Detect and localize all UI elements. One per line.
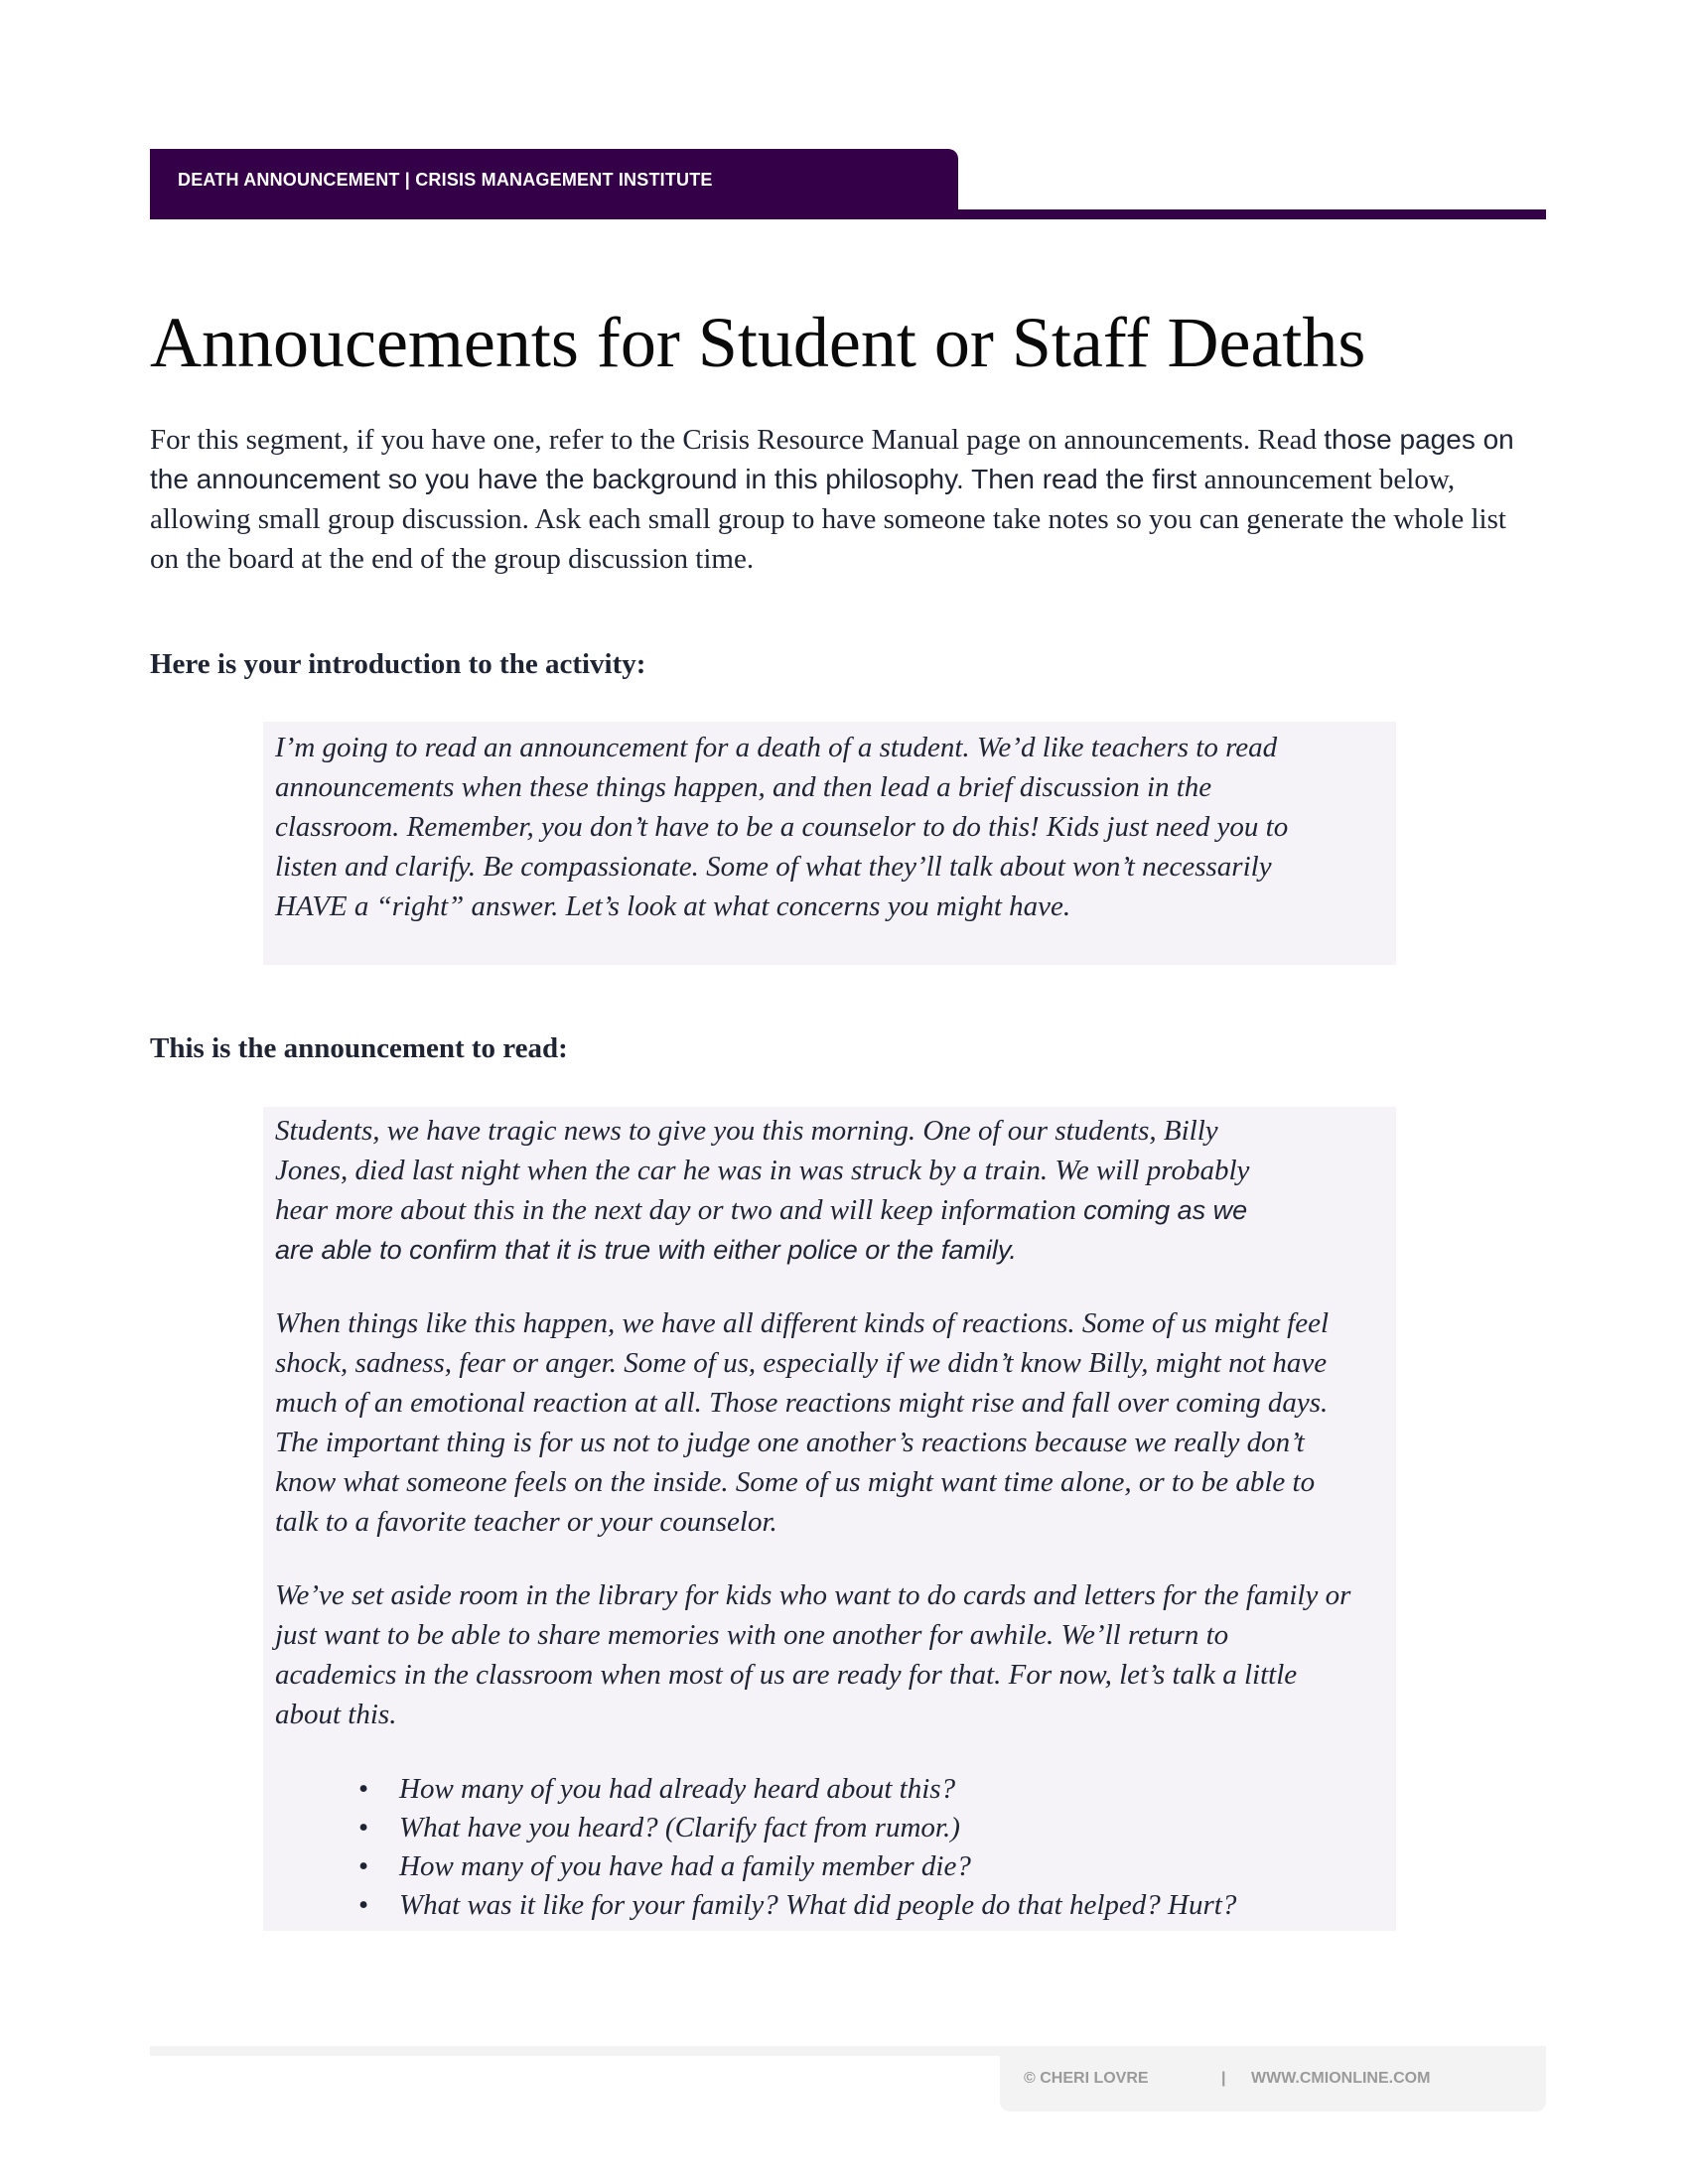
intro-text-3: announcement below, allowing small group discussion. Ask each small group to have someone take notes so you can generate the whole list on the board at the end of the group discussion time. [150,464,1506,575]
list-item [275,1770,1356,1809]
bullet-icon: • [358,1850,369,1882]
activity-intro-heading: Here is your introduction to the activity: [150,648,646,680]
question-text: How many of you have had a family member die? [399,1850,971,1882]
question-text: What was it like for your family? What did people do that helped? Hurt? [399,1889,1237,1921]
question-text: How many of you had already heard about this? [399,1773,956,1805]
intro-text-1: For this segment, if you have one, refer to the Crisis Resource Manual page on announcements. Read [150,424,1325,456]
header-label: DEATH ANNOUNCEMENT | CRISIS MANAGEMENT INSTITUTE [178,170,713,190]
announcement-heading: This is the announcement to read: [150,1032,568,1064]
footer-website[interactable]: WWW.CMIONLINE.COM [1251,2070,1431,2087]
announcement-text-1b: coming as we are able to confirm that it is true with either police or the family. [275,1195,1248,1265]
discussion-questions [275,1770,1356,1925]
page-title: Annoucements for Student or Staff Deaths [150,303,1366,382]
footer-separator: | [1221,2070,1226,2087]
question-text: What have you heard? (Clarify fact from rumor.) [399,1812,960,1843]
header-tab [150,149,958,218]
announcement-paragraph-3: We’ve set aside room in the library for kids who want to do cards and letters for the family or just want to be able to share memories with one another for awhile. We’ll return to academics in the classroom when most of us are ready for that. For now, let’s talk a little about this. [275,1579,1351,1730]
announcement-paragraph-2: When things like this happen, we have all different kinds of reactions. Some of us might feel shock, sadness, fear or anger. Some of us, especially if we didn’t know Billy, might not have much of an emotional reaction at all. Those reactions might rise and fall over coming days. The important thing is for us not to judge one another’s reactions because we really don’t know what someone feels on the inside. Some of us might want time alone, or to be able to talk to a favorite teacher or your counselor. [275,1307,1330,1538]
bullet-icon: • [358,1812,369,1843]
announcement-text-1a: Students, we have tragic news to give you this morning. One of our students, Billy Jones, died last night when the car he was in was struck by a train. We will probably hear more about this in the next day or two and will keep information [275,1115,1250,1226]
header-rule [150,209,1546,219]
activity-intro-box [263,722,1396,965]
activity-intro-text: I’m going to read an announcement for a death of a student. We’d like teachers to read announcements when these things happen, and then lead a brief discussion in the classroom. Remember, you don’t have to be a counselor to do this! Kids just need you to listen and clarify. Be compassionate. Some of what they’ll talk about won’t necessarily HAVE a “right” answer. Let’s look at what concerns you might have. [275,732,1289,922]
announcement-box [263,1107,1396,1931]
footer [1000,2046,1546,2112]
intro-text-2: those pages on the announcement so you have the background in this philosophy. Then read the first [150,424,1514,494]
bullet-icon: • [358,1773,369,1805]
bullet-icon: • [358,1889,369,1921]
footer-copyright: © CHERI LOVRE [1024,2070,1149,2087]
list-item [275,1809,1356,1847]
list-item [275,1847,1356,1886]
announcement-paragraph-1 [275,1111,1268,1270]
list-item [275,1886,1356,1925]
intro-paragraph [150,420,1540,579]
